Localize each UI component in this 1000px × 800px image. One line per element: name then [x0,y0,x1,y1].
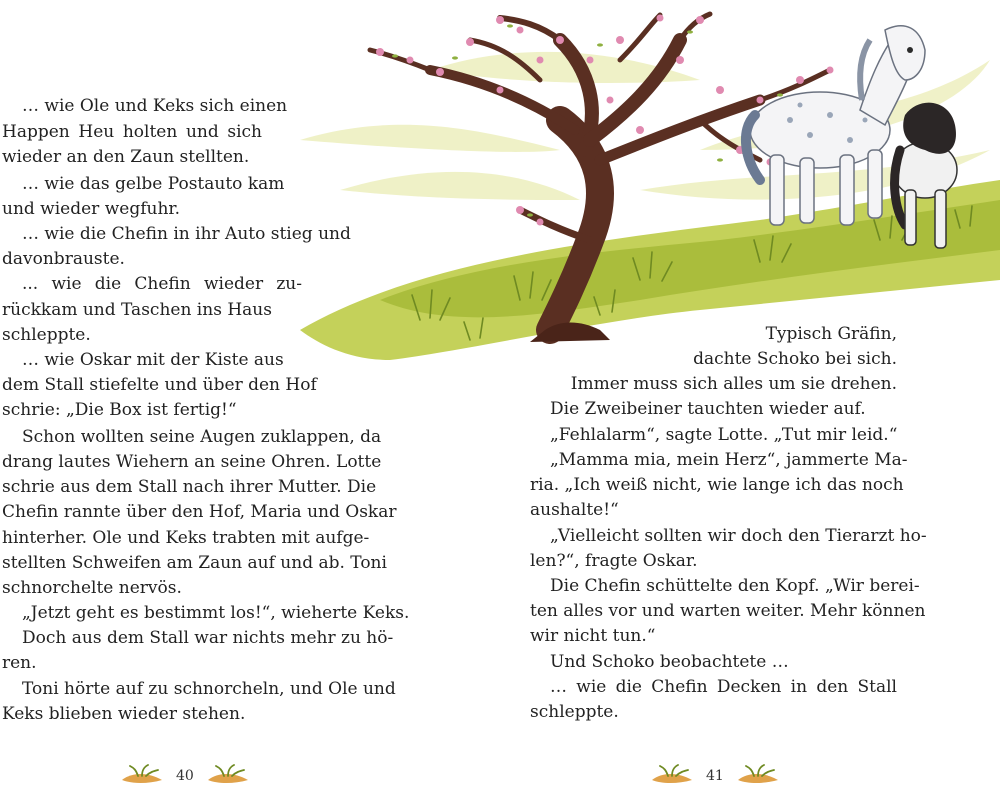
text-line: Doch aus dem Stall war nichts mehr zu hö- [22,628,394,648]
text-line: len?“, fragte Oskar. [530,551,698,571]
text-line: „Fehlalarm“, sagte Lotte. „Tut mir leid.“ [550,425,898,445]
text-line: Und Schoko beobachtete … [550,652,789,672]
text-line: ten alles vor und warten weiter. Mehr können [530,601,926,621]
text-line: „Mamma mia, mein Herz“, jammerte Ma- [550,450,908,470]
page-footer [118,762,252,790]
text-line: wir nicht tun.“ [530,626,656,646]
text-line: Schon wollten seine Augen zuklappen, da [22,427,382,447]
text-line: dachte Schoko bei sich. [693,349,897,369]
text-line: Die Zweibeiner tauchten wieder auf. [550,399,866,419]
carrot-ornament-icon [118,764,166,788]
text-line: … wie die Chefin in ihr Auto stieg und [22,224,351,244]
text-line: davonbrauste. [2,249,125,269]
text-line: aushalte!“ [530,500,619,520]
text-line: schrie: „Die Box ist fertig!“ [2,400,237,420]
text-line: hinterher. Ole und Keks trabten mit aufge- [2,528,370,548]
carrot-ornament-icon [204,764,252,788]
text-line: drang lautes Wiehern an seine Ohren. Lotte [2,452,382,472]
text-line: schleppte. [530,702,619,722]
text-line: wieder an den Zaun stellten. [2,147,250,167]
text-line: Happen Heu holten und sich [2,122,262,142]
text-line: Typisch Gräfin, [765,324,897,344]
text-line: dem Stall stiefelte und über den Hof [2,375,317,395]
page-footer [648,762,782,790]
text-line: … wie das gelbe Postauto kam [22,174,285,194]
carrot-ornament-icon [734,764,782,788]
text-line: … wie Oskar mit der Kiste aus [22,350,284,370]
text-line: Die Chefin schüttelte den Kopf. „Wir berei- [550,576,920,596]
text-line: rückkam und Taschen ins Haus [2,300,272,320]
text-line: Keks blieben wieder stehen. [2,704,246,724]
text-line: ... wie die Chefin wieder zu- [22,274,302,294]
text-line: und wieder wegfuhr. [2,199,181,219]
text-line: ren. [2,653,37,673]
text-line: Toni hörte auf zu schnorcheln, und Ole und [22,679,396,699]
page-number: 40 [176,768,194,784]
text-line: … wie die Chefin Decken in den Stall [550,677,897,697]
page-number: 41 [706,768,724,784]
text-line: „Jetzt geht es bestimmt los!“, wieherte Keks. [22,603,410,623]
text-line: … wie Ole und Keks sich einen [22,96,288,116]
carrot-ornament-icon [648,764,696,788]
text-line: schrie aus dem Stall nach ihrer Mutter. Die [2,477,377,497]
text-line: „Vielleicht sollten wir doch den Tierarzt ho- [550,526,927,546]
text-line: schnorchelte nervös. [2,578,182,598]
text-line: Chefin rannte über den Hof, Maria und Oskar [2,502,397,522]
text-line: ria. „Ich weiß nicht, wie lange ich das noch [530,475,904,495]
text-line: Immer muss sich alles um sie drehen. [570,374,897,394]
text-line: stellten Schweifen am Zaun auf und ab. Toni [2,553,387,573]
text-line: schleppte. [2,325,91,345]
right-page [500,0,1000,800]
